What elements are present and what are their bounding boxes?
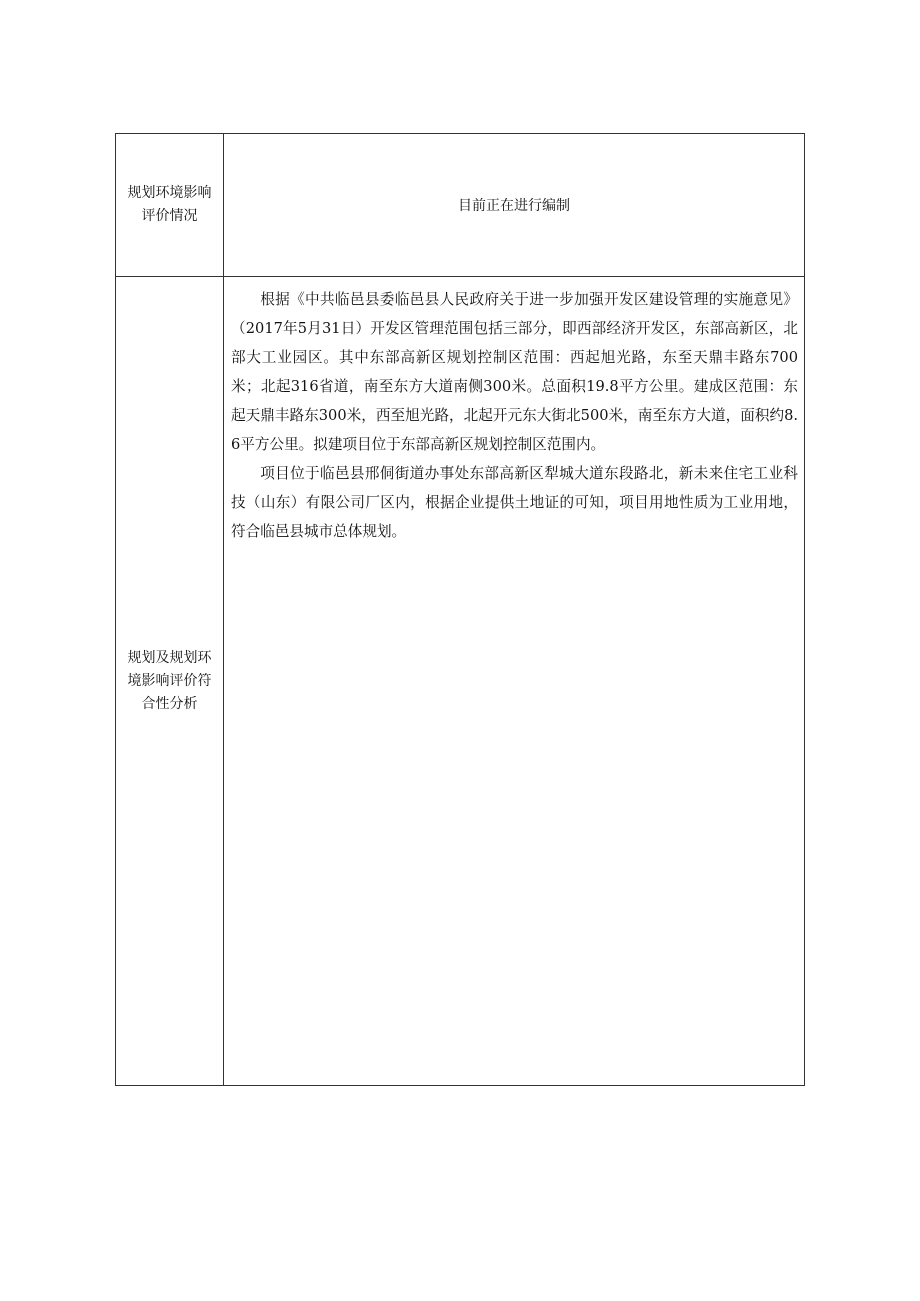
analysis-paragraph: 项目位于临邑县邢侗街道办事处东部高新区犁城大道东段路北，新未来住宅工业科技（山东）有限公司厂区内，根据企业提供土地证的可知，项目用地性质为工业用地，符合临邑县城市总体规划。 bbox=[231, 465, 798, 540]
table-row bbox=[116, 134, 805, 277]
table-row bbox=[116, 277, 805, 1086]
row-label: 规划及规划环境影响评价符合性分析 bbox=[127, 649, 212, 712]
analysis-paragraph: 根据《中共临邑县委临邑县人民政府关于进一步加强开发区建设管理的实施意见》（2017年5月31日）开发区管理范围包括三部分，即西部经济开发区，东部高新区，北部大工业园区。其中东部高新区规划控制区范围：西起旭光路，东至天鼎丰路东700米；北起316省道，南至东方大道南侧300米。总面积19.8平方公里。建成区范围：东起天鼎丰路东300米，西至旭光路，北起开元东大街北500米，南至东方大道，面积约8.6平方公里。拟建项目位于东部高新区规划控制区范围内。 bbox=[231, 291, 798, 453]
planning-assessment-table bbox=[115, 133, 805, 1086]
row-label-cell bbox=[116, 277, 224, 1086]
row-label: 规划环境影响评价情况 bbox=[127, 185, 212, 224]
analysis-cell bbox=[224, 277, 805, 1086]
row-label-cell bbox=[116, 134, 224, 277]
analysis-text bbox=[224, 277, 804, 546]
status-text: 目前正在进行编制 bbox=[458, 198, 570, 214]
status-cell bbox=[224, 134, 805, 277]
